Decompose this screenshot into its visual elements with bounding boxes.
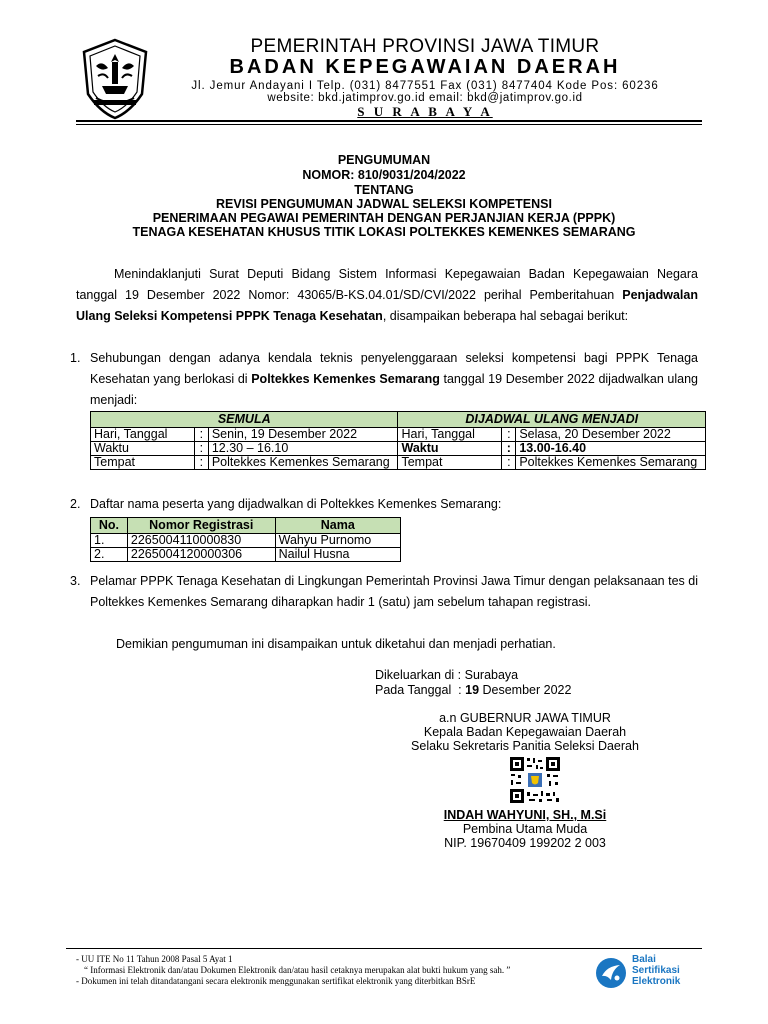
- cell-value: 13.00-16.40: [516, 442, 706, 456]
- item-3-text: Pelamar PPPK Tenaga Kesehatan di Lingkungan Pemerintah Provinsi Jawa Timur dengan pelaksanaan tes di Poltekkes Kemenkes Semarang diharapkan hadir 1 (satu) jam sebelum tahapan registrasi.: [90, 574, 698, 609]
- table-row: [91, 534, 401, 548]
- bsre-line-1: Balai: [632, 954, 656, 965]
- doc-type: PENGUMUMAN: [337, 153, 431, 167]
- bsre-logo-text: [632, 954, 680, 987]
- intro-bold: Penjadwalan Ulang Seleksi Kompetensi PPPK Tenaga Kesehatan: [76, 288, 698, 323]
- cell-value: Poltekkes Kemenkes Semarang: [208, 456, 398, 470]
- doc-subject-3: TENAGA KESEHATAN KHUSUS TITIK LOKASI POLTEKKES KEMENKES SEMARANG: [132, 225, 636, 239]
- issued-date-rest: Desember 2022: [479, 683, 572, 697]
- schedule-header-new: DIJADWAL ULANG MENJADI: [398, 412, 706, 428]
- signature-role: Selaku Sekretaris Panitia Seleksi Daerah: [411, 739, 639, 753]
- item-3-number: 3.: [70, 574, 81, 588]
- header-no: No.: [91, 518, 128, 534]
- letterhead-agency: BADAN KEPEGAWAIAN DAERAH: [229, 56, 621, 78]
- letterhead-rule-thin: [76, 124, 702, 125]
- participants-table: [90, 517, 401, 562]
- footer-note: - Dokumen ini telah ditandatangani secara elektronik menggunakan sertifikat elektronik yang diterbitkan BSrE: [76, 976, 476, 986]
- issued-date: [375, 683, 571, 698]
- closing-sentence: Demikian pengumuman ini disampaikan untuk diketahui dan menjadi perhatian.: [116, 637, 556, 651]
- cell-label: Tempat: [398, 456, 502, 470]
- cell-registration: 2265004110000830: [127, 534, 275, 548]
- cell-colon: :: [502, 442, 516, 456]
- cell-label: Waktu: [398, 442, 502, 456]
- cell-registration: 2265004120000306: [127, 548, 275, 562]
- cell-colon: :: [502, 428, 516, 442]
- cell-label: Hari, Tanggal: [398, 428, 502, 442]
- doc-number: NOMOR: 810/9031/204/2022: [302, 168, 466, 182]
- cell-value: Poltekkes Kemenkes Semarang: [516, 456, 706, 470]
- footer-law: - UU ITE No 11 Tahun 2008 Pasal 5 Ayat 1: [76, 954, 233, 964]
- doc-subject-1: REVISI PENGUMUMAN JADWAL SELEKSI KOMPETENSI: [216, 197, 552, 211]
- letterhead-city-text: S U R A B A Y A: [357, 104, 493, 119]
- intro-text-end: , disampaikan beberapa hal sebagai berikut:: [382, 309, 629, 323]
- item-1-text-a: Sehubungan dengan adanya kendala teknis penyelenggaraan seleksi kompetensi bagi PPPK Tenaga Kesehatan yang berlokasi di: [90, 351, 698, 386]
- item-1-bold: Poltekkes Kemenkes Semarang: [251, 372, 440, 386]
- header-registration: Nomor Registrasi: [127, 518, 275, 534]
- letterhead-rule-thick: [76, 120, 702, 122]
- item-1-text-c: tanggal 19 Desember 2022 dijadwalkan ulang menjadi:: [90, 372, 699, 407]
- intro-text: Menindaklanjuti Surat Deputi Bidang Sistem Informasi Kepegawaian Badan Kepegawaian Negara tanggal 19 Desember 2022 Nomor: 43065/B-KS.04.01/SD/CVI/2022 perihal Pemberitahuan: [76, 267, 698, 302]
- letterhead-government: PEMERINTAH PROVINSI JAWA TIMUR: [250, 36, 600, 57]
- cell-name: Wahyu Purnomo: [275, 534, 400, 548]
- letterhead-city: [165, 104, 685, 120]
- cell-name: Nailul Husna: [275, 548, 400, 562]
- signatory-rank: Pembina Utama Muda: [462, 822, 588, 836]
- table-row: [91, 548, 401, 562]
- letterhead-website: website: bkd.jatimprov.go.id email: bkd@jatimprov.go.id: [267, 92, 583, 104]
- letterhead-address: Jl. Jemur Andayani I Telp. (031) 8477551 Fax (031) 8477404 Kode Pos: 60236: [191, 80, 659, 92]
- cell-colon: :: [194, 442, 208, 456]
- intro-paragraph: [76, 264, 698, 327]
- footer-rule: [66, 948, 702, 949]
- table-row: [91, 442, 706, 456]
- bsre-logo-icon: [594, 956, 628, 990]
- cell-value: Selasa, 20 Desember 2022: [516, 428, 706, 442]
- table-row: [91, 428, 706, 442]
- signature-position: Kepala Badan Kepegawaian Daerah: [423, 725, 627, 739]
- issued-place: Dikeluarkan di : Surabaya: [375, 668, 519, 682]
- qr-code-icon: [509, 756, 561, 804]
- cell-no: 2.: [91, 548, 128, 562]
- signature-on-behalf: a.n GUBERNUR JAWA TIMUR: [439, 711, 611, 725]
- doc-about: TENTANG: [354, 183, 414, 197]
- issued-date-label: Pada Tanggal :: [375, 683, 466, 697]
- cell-label: Tempat: [91, 456, 195, 470]
- item-2-text: Daftar nama peserta yang dijadwalkan di Poltekkes Kemenkes Semarang:: [90, 497, 502, 511]
- bsre-line-3: Elektronik: [632, 976, 681, 987]
- cell-label: Hari, Tanggal: [91, 428, 195, 442]
- item-1-text: [90, 348, 698, 411]
- bsre-line-2: Sertifikasi: [632, 965, 680, 976]
- header-name: Nama: [275, 518, 400, 534]
- issued-date-day: 19: [465, 683, 480, 697]
- cell-no: 1.: [91, 534, 128, 548]
- cell-value: Senin, 19 Desember 2022: [208, 428, 398, 442]
- jawa-timur-emblem-icon: [80, 38, 150, 120]
- doc-subject-2: PENERIMAAN PEGAWAI PEMERINTAH DENGAN PERJANJIAN KERJA (PPPK): [152, 211, 616, 225]
- item-1-number: 1.: [70, 351, 81, 365]
- signatory-name: INDAH WAHYUNI, SH., M.Si: [443, 808, 607, 822]
- table-row: [91, 456, 706, 470]
- schedule-table: [90, 411, 706, 470]
- signatory-nip: NIP. 19670409 199202 2 003: [444, 836, 606, 850]
- cell-label: Waktu: [91, 442, 195, 456]
- cell-colon: :: [502, 456, 516, 470]
- schedule-header-original: SEMULA: [91, 412, 398, 428]
- cell-value: 12.30 – 16.10: [208, 442, 398, 456]
- cell-colon: :: [194, 456, 208, 470]
- item-2-number: 2.: [70, 497, 81, 511]
- cell-colon: :: [194, 428, 208, 442]
- footer-quote: “ Informasi Elektronik dan/atau Dokumen Elektronik dan/atau hasil cetaknya merupakan alat bukti hukum yang sah. ”: [84, 965, 511, 975]
